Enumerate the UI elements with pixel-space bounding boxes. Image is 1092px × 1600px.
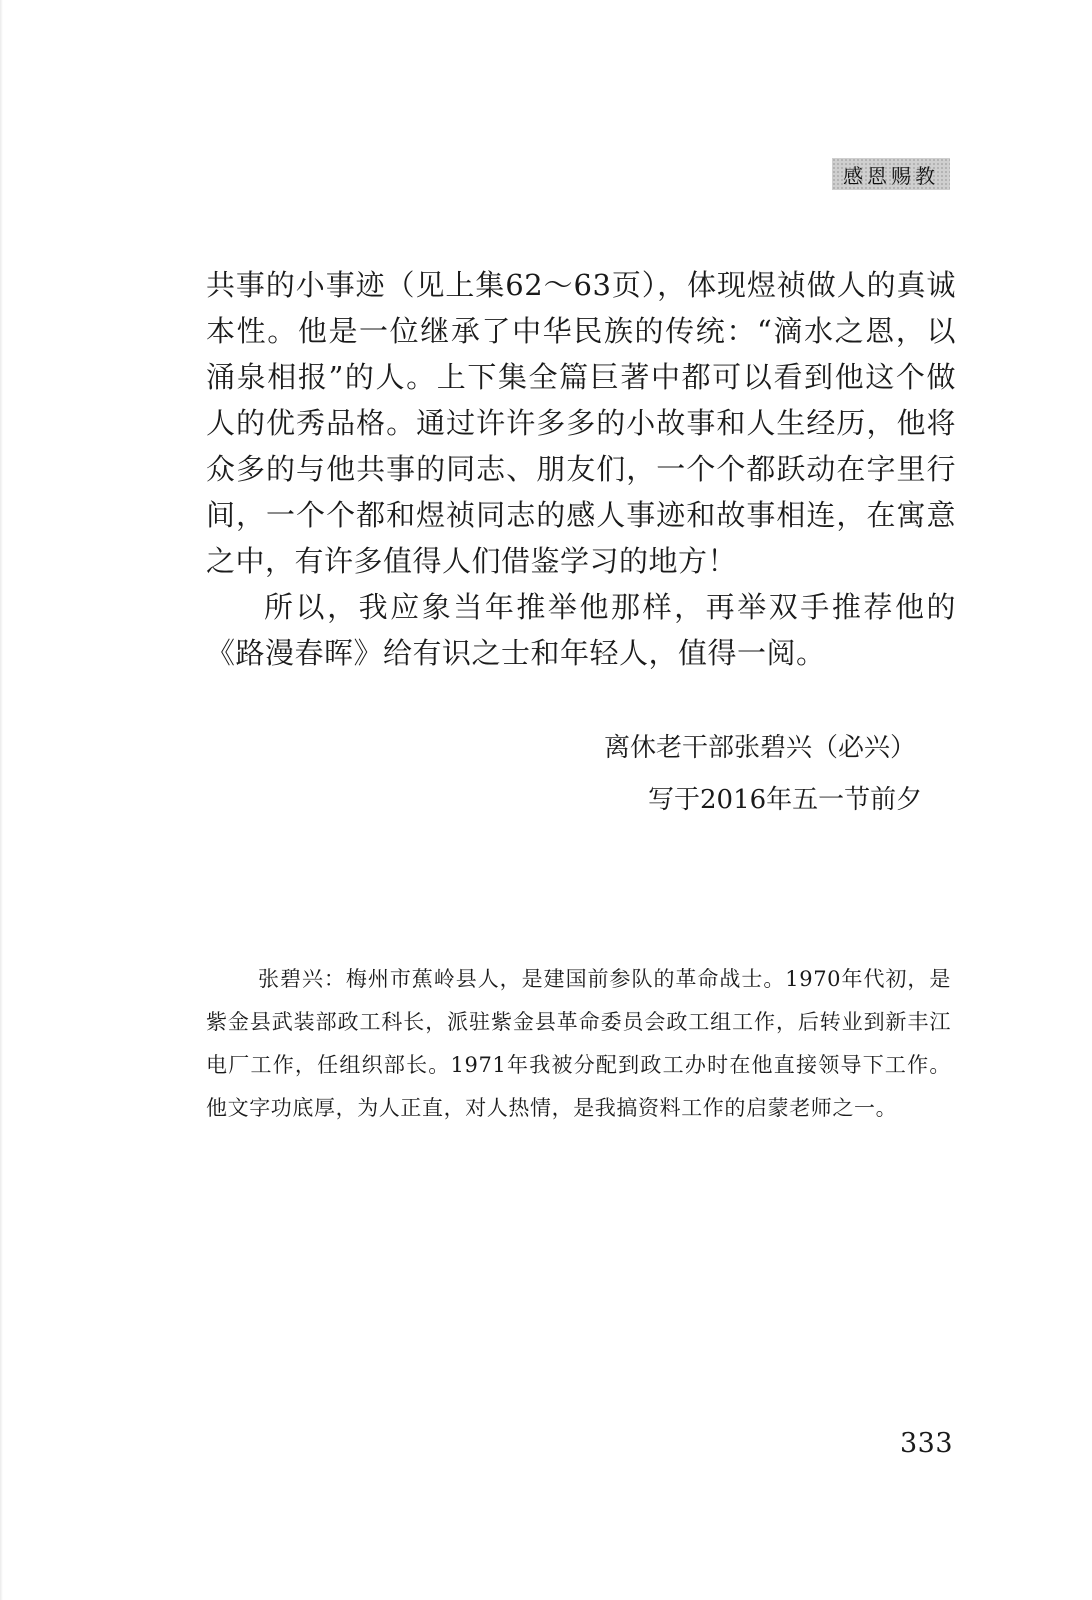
scan-edge-shadow bbox=[0, 0, 3, 1600]
signature-author: 离休老干部张碧兴（必兴） bbox=[604, 733, 917, 763]
body-paragraph-2: 所以，我应象当年推举他那样，再举双手推荐他的《路漫春晖》给有识之士和年轻人，值得一阅。 bbox=[206, 590, 956, 670]
section-header-label: 感恩赐教 bbox=[832, 158, 950, 190]
author-footnote: 张碧兴：梅州市蕉岭县人，是建国前参队的革命战士。1970年代初，是紫金县武装部政工科长，派驻紫金县革命委员会政工组工作，后转业到新丰江电厂工作，任组织部长。1971年我被分配到政工办时在他直接领导下工作。他文字功底厚，为人正直，对人热情，是我搞资料工作的启蒙老师之一。 bbox=[206, 967, 951, 1120]
body-paragraph-1: 共事的小事迹（见上集62～63页），体现煜祯做人的真诚本性。他是一位继承了中华民族的传统：“滴水之恩，以涌泉相报”的人。上下集全篇巨著中都可以看到他这个做人的优秀品格。通过许许多多的小故事和人生经历，他将众多的与他共事的同志、朋友们，一个个都跃动在字里行间，一个个都和煜祯同志的感人事迹和故事相连，在寓意之中，有许多值得人们借鉴学习的地方！ bbox=[206, 268, 956, 578]
main-body-text bbox=[206, 262, 956, 676]
page-number: 333 bbox=[900, 1428, 954, 1459]
signature-block bbox=[560, 722, 960, 826]
signature-date: 写于2016年五一节前夕 bbox=[648, 785, 923, 815]
